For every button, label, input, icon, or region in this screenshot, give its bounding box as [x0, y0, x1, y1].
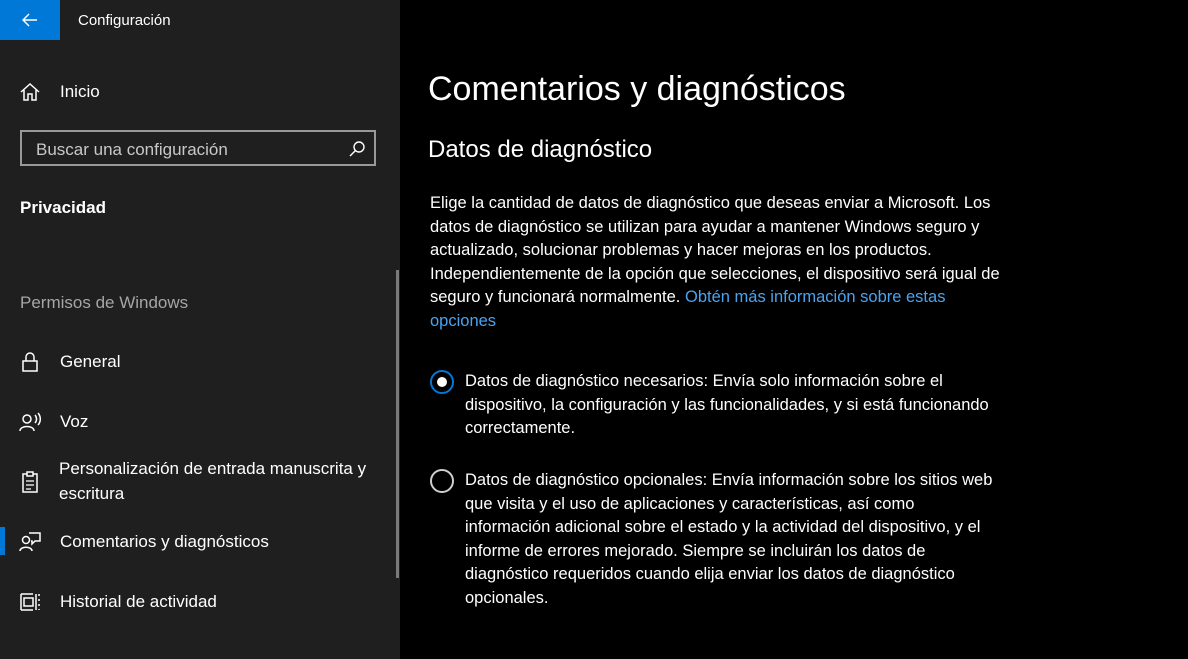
radio-label: Datos de diagnóstico necesarios: Envía solo información sobre el dispositivo, la configuración y las funcionalidades, y si está funcionando correctamente. [465, 372, 989, 437]
app-title: Configuración [78, 12, 171, 29]
learn-more-link[interactable]: Obtén más información sobre estas opciones [430, 288, 946, 330]
group-label: Permisos de Windows [20, 293, 189, 312]
radio-label: Datos de diagnóstico opcionales: Envía información sobre los sitios web que visita y el uso de aplicaciones y características, así como información adicional sobre el estado y la actividad del dispositivo, y el informe de errores mejorado. Siempre se incluirán los datos de diagnóstico requeridos cuando elija enviar los datos de diagnóstico opcionales. [465, 471, 993, 607]
page-title: Comentarios y diagnósticos [428, 70, 846, 108]
description [430, 192, 1000, 333]
section-title: Privacidad [20, 198, 106, 217]
radio-button-unchecked[interactable] [430, 469, 454, 493]
search-icon[interactable] [348, 140, 366, 158]
sidebar-item-general[interactable] [0, 349, 398, 374]
back-button[interactable] [0, 0, 60, 40]
search-placeholder: Buscar una configuración [36, 140, 228, 159]
activity-history-icon [19, 591, 41, 613]
content-pane [400, 0, 1188, 659]
lock-icon [19, 351, 41, 373]
title-bar [0, 0, 400, 40]
sidebar-item-label: Voz [60, 412, 89, 431]
clipboard-icon [19, 471, 41, 493]
sidebar-item-label: Personalización de entrada manuscrita y escritura [59, 459, 367, 503]
description-text: Elige la cantidad de datos de diagnóstico que deseas enviar a Microsoft. Los datos de diagnóstico se utilizan para ayudar a mantener Windows seguro y actualizado, solucionar problemas y hacer mejoras en los productos. Independientemente de la opción que selecciones, el dispositivo será igual de seguro y funcionará normalmente. [430, 194, 1000, 306]
speech-icon [19, 411, 41, 433]
home-icon [19, 81, 41, 103]
radio-button-checked[interactable] [430, 370, 454, 394]
section-subtitle: Datos de diagnóstico [428, 136, 653, 163]
sidebar-item-activity-history[interactable] [0, 589, 398, 614]
sidebar-item-voice[interactable] [0, 409, 398, 434]
sidebar-item-label: Comentarios y diagnósticos [60, 532, 269, 551]
sidebar [0, 0, 400, 659]
feedback-icon [19, 531, 41, 553]
sidebar-item-inking-typing[interactable] [0, 456, 398, 508]
sidebar-item-label: Historial de actividad [60, 592, 217, 611]
sidebar-item-home[interactable] [0, 79, 398, 104]
search-input[interactable] [20, 130, 376, 166]
sidebar-item-label: General [60, 352, 121, 371]
sidebar-item-feedback-diagnostics[interactable] [0, 529, 398, 554]
sidebar-item-label: Inicio [60, 82, 100, 101]
back-arrow-icon [22, 13, 38, 27]
